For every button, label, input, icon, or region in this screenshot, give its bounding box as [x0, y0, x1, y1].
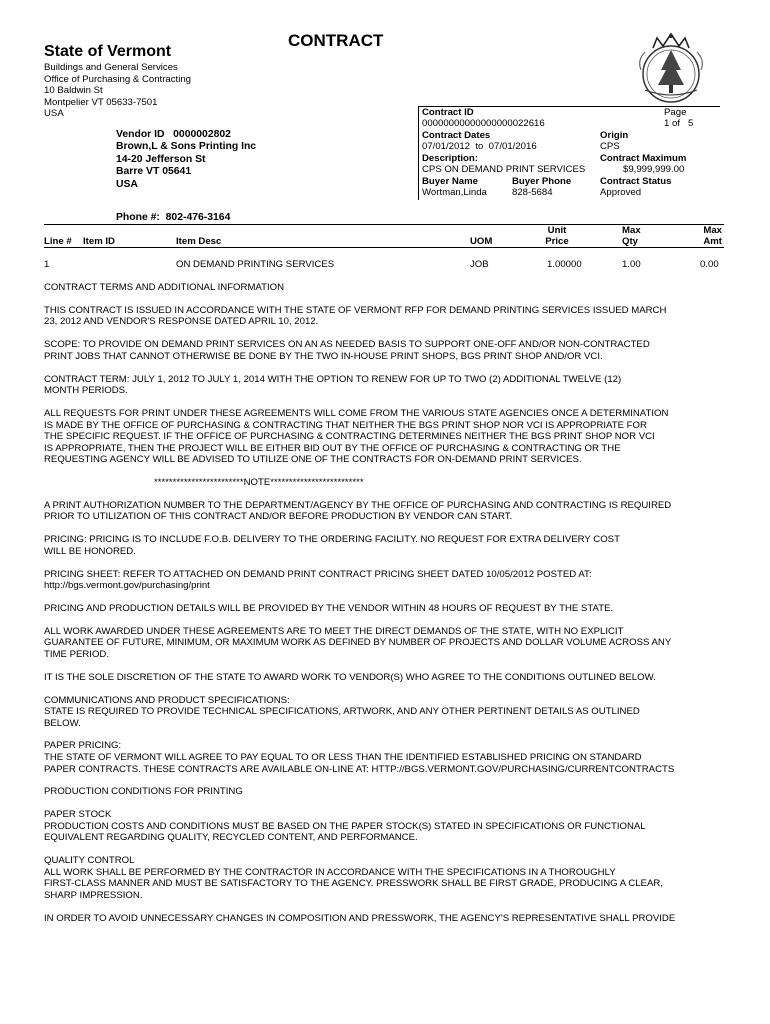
- buyer-phone-label: Buyer Phone: [512, 176, 572, 187]
- address-line: USA: [44, 108, 64, 120]
- terms-paragraph: ALL WORK AWARDED UNDER THESE AGREEMENTS ARE TO MEET THE DIRECT DEMANDS OF THE STATE, WITH NO EXPLICIT GUARANTEE OF FUTURE, MINIMUM, OR MAXIMUM WORK AS DEFINED BY NUMBER OF PROJECTS AND DOLLAR VOLUME ACROSS ANY TIME PERIOD.: [44, 625, 672, 660]
- description-value: CPS ON DEMAND PRINT SERVICES: [422, 164, 586, 175]
- terms-paragraph: THIS CONTRACT IS ISSUED IN ACCORDANCE WITH THE STATE OF VERMONT RFP FOR DEMAND PRINTING SERVICES ISSUED MARCH 23, 2012 AND VENDOR'S RESPONSE DATED APRIL 10, 2012.: [44, 304, 667, 328]
- terms-paragraph: PRICING AND PRODUCTION DETAILS WILL BE PROVIDED BY THE VENDOR WITHIN 48 HOURS OF REQUEST BY THE STATE.: [44, 602, 614, 614]
- col-unit-price-line1: Unit: [547, 225, 567, 236]
- state-seal-icon: [625, 30, 717, 108]
- col-unit-price: [545, 225, 569, 247]
- col-unit-price-line2: Price: [545, 236, 569, 247]
- row-max-amt: 0.00: [700, 259, 719, 270]
- contract-dates-label: Contract Dates: [422, 130, 491, 141]
- contract-status-label: Contract Status: [600, 176, 672, 187]
- table-header-rule: [44, 247, 724, 248]
- col-item-desc: Item Desc: [176, 236, 222, 247]
- issuer-address: [44, 62, 191, 120]
- contract-id-value: 00000000000000000022616: [422, 118, 545, 129]
- buyer-name-label: Buyer Name: [422, 176, 478, 187]
- col-line: Line #: [44, 236, 72, 247]
- vendor-phone: Phone #: 802-476-3164: [116, 212, 231, 223]
- contract-id-label: Contract ID: [422, 107, 474, 118]
- terms-paragraph: ALL REQUESTS FOR PRINT UNDER THESE AGREEMENTS WILL COME FROM THE VARIOUS STATE AGENCIES ONCE A DETERMINATION IS MADE BY THE OFFICE OF PURCHASING & CONTRACTING THAT NEITHER THE BGS PRINT SHOP NOR VCI IS APPROPRIATE FOR THE SPECIFIC REQUEST. IF THE OFFICE OF PURCHASING & CONTRACTING DETERMINES NEITHER THE BGS PRINT SHOP NOR VCI IS APPROPRIATE, THEN THE PROJECT WILL BE EITHER BID OUT BY THE OFFICE OF PURCHASING & CONTRACTING OR THE REQUESTING AGENCY WILL BE ADVISED TO UTILIZE ONE OF THE CONTRACTS FOR ON-DEMAND PRINT SERVICES.: [44, 407, 669, 466]
- origin-label: Origin: [600, 130, 629, 141]
- terms-paragraph: PRODUCTION CONDITIONS FOR PRINTING: [44, 786, 243, 798]
- col-max-amt-line1: Max: [703, 225, 722, 236]
- box-top-rule: [418, 106, 720, 107]
- terms-paragraph: IN ORDER TO AVOID UNNECESSARY CHANGES IN COMPOSITION AND PRESSWORK, THE AGENCY'S REPRESENTATIVE SHALL PROVIDE: [44, 912, 676, 924]
- terms-heading: CONTRACT TERMS AND ADDITIONAL INFORMATION: [44, 282, 285, 293]
- col-max-qty: [622, 225, 641, 247]
- page-label: Page: [664, 107, 687, 118]
- terms-paragraph: PAPER STOCK PRODUCTION COSTS AND CONDITIONS MUST BE BASED ON THE PAPER STOCK(S) STATED IN SPECIFICATIONS OR FUNCTIONAL EQUIVALENT REGARDING QUALITY, RECYCLED CONTENT, AND PERFORMANCE.: [44, 809, 646, 844]
- terms-paragraph: QUALITY CONTROL ALL WORK SHALL BE PERFORMED BY THE CONTRACTOR IN ACCORDANCE WITH THE SPECIFICATIONS IN A THOROUGHLY FIRST-CLASS MANNER AND MUST BE SATISFACTORY TO THE AGENCY. PRESSWORK SHALL BE FIRST GRADE, PRODUCING A CLEAR, SHARP IMPRESSION.: [44, 855, 663, 901]
- address-line: Buildings and General Services: [44, 62, 178, 73]
- col-max-amt: [698, 225, 722, 247]
- contract-dates-value: 07/01/2012 to 07/01/2016: [422, 141, 537, 152]
- row-uom: JOB: [470, 259, 489, 270]
- document-title: CONTRACT: [288, 31, 384, 50]
- row-line-number: 1: [44, 259, 50, 270]
- contract-maximum-value: $9,999,999.00: [623, 164, 685, 175]
- col-max-amt-line2: Amt: [703, 236, 722, 247]
- issuer-name: State of Vermont: [44, 43, 172, 60]
- row-max-qty: 1.00: [622, 259, 641, 270]
- contract-info-box: [418, 106, 720, 200]
- vendor-id: Vendor ID 0000002802: [116, 129, 231, 140]
- col-item-id: Item ID: [83, 236, 115, 247]
- vendor-street: 14-20 Jefferson St: [116, 153, 206, 165]
- col-max-qty-line1: Max: [622, 225, 641, 236]
- terms-paragraph: CONTRACT TERM: JULY 1, 2012 TO JULY 1, 2014 WITH THE OPTION TO RENEW FOR UP TO TWO (2) ADDITIONAL TWELVE (12) MONTH PERIODS.: [44, 373, 622, 397]
- contract-terms: [44, 282, 724, 936]
- address-line: 10 Baldwin St: [44, 85, 103, 97]
- terms-paragraph: PRICING: PRICING IS TO INCLUDE F.O.B. DELIVERY TO THE ORDERING FACILITY. NO REQUEST FOR EXTRA DELIVERY COST WILL BE HONORED.: [44, 534, 620, 557]
- terms-note-banner: ************************NOTE*************************: [154, 477, 364, 489]
- vendor-city: Barre VT 05641: [116, 166, 192, 178]
- terms-paragraph: PAPER PRICING: THE STATE OF VERMONT WILL AGREE TO PAY EQUAL TO OR LESS THAN THE IDENTIFIED ESTABLISHED PRICING ON STANDARD PAPER CONTRACTS. THESE CONTRACTS ARE AVAILABLE ON-LINE AT: HTTP://BGS.VERMONT.GOV/PURCHASING/CURRENTCONTRACTS: [44, 740, 675, 775]
- page-value: 1 of 5: [664, 118, 694, 129]
- buyer-name-value: Wortman,Linda: [422, 187, 487, 198]
- address-line: Office of Purchasing & Contracting: [44, 73, 192, 85]
- row-item-desc: ON DEMAND PRINTING SERVICES: [176, 259, 335, 270]
- terms-paragraph: COMMUNICATIONS AND PRODUCT SPECIFICATIONS: STATE IS REQUIRED TO PROVIDE TECHNICAL SPECIFICATIONS, ARTWORK, AND ANY OTHER PERTINENT DETAILS AS OUTLINED BELOW.: [44, 694, 640, 729]
- terms-paragraph: PRICING SHEET: REFER TO ATTACHED ON DEMAND PRINT CONTRACT PRICING SHEET DATED 10/05/2012 POSTED AT: http://bgs.vermont.gov/purchasing/print: [44, 568, 592, 592]
- col-uom: UOM: [470, 236, 493, 247]
- terms-paragraph: SCOPE: TO PROVIDE ON DEMAND PRINT SERVICES ON AN AS NEEDED BASIS TO SUPPORT ONE-OFF AND/OR NON-CONTRACTED PRINT JOBS THAT CANNOT OTHERWISE BE DONE BY THE TWO IN-HOUSE PRINT SHOPS, BGS PRINT SHOP AND/OR VCI.: [44, 339, 650, 362]
- address-line: Montpelier VT 05633-7501: [44, 96, 158, 108]
- contract-maximum-label: Contract Maximum: [600, 153, 687, 164]
- vendor-block: [116, 129, 256, 191]
- terms-paragraph: A PRINT AUTHORIZATION NUMBER TO THE DEPARTMENT/AGENCY BY THE OFFICE OF PURCHASING AND CONTRACTING IS REQUIRED PRIOR TO UTILIZATION OF THIS CONTRACT AND/OR BEFORE PRODUCTION BY VENDOR CAN START.: [44, 499, 672, 523]
- buyer-phone-value: 828-5684: [512, 187, 553, 198]
- terms-paragraph: IT IS THE SOLE DISCRETION OF THE STATE TO AWARD WORK TO VENDOR(S) WHO AGREE TO THE CONDITIONS OUTLINED BELOW.: [44, 671, 656, 683]
- vendor-name: Brown,L & Sons Printing Inc: [116, 141, 257, 153]
- description-label: Description:: [422, 153, 478, 164]
- row-unit-price: 1.00000: [547, 259, 582, 270]
- contract-status-value: Approved: [600, 187, 642, 198]
- vendor-country: USA: [116, 178, 138, 190]
- origin-value: CPS: [600, 141, 620, 152]
- col-max-qty-line2: Qty: [622, 236, 638, 247]
